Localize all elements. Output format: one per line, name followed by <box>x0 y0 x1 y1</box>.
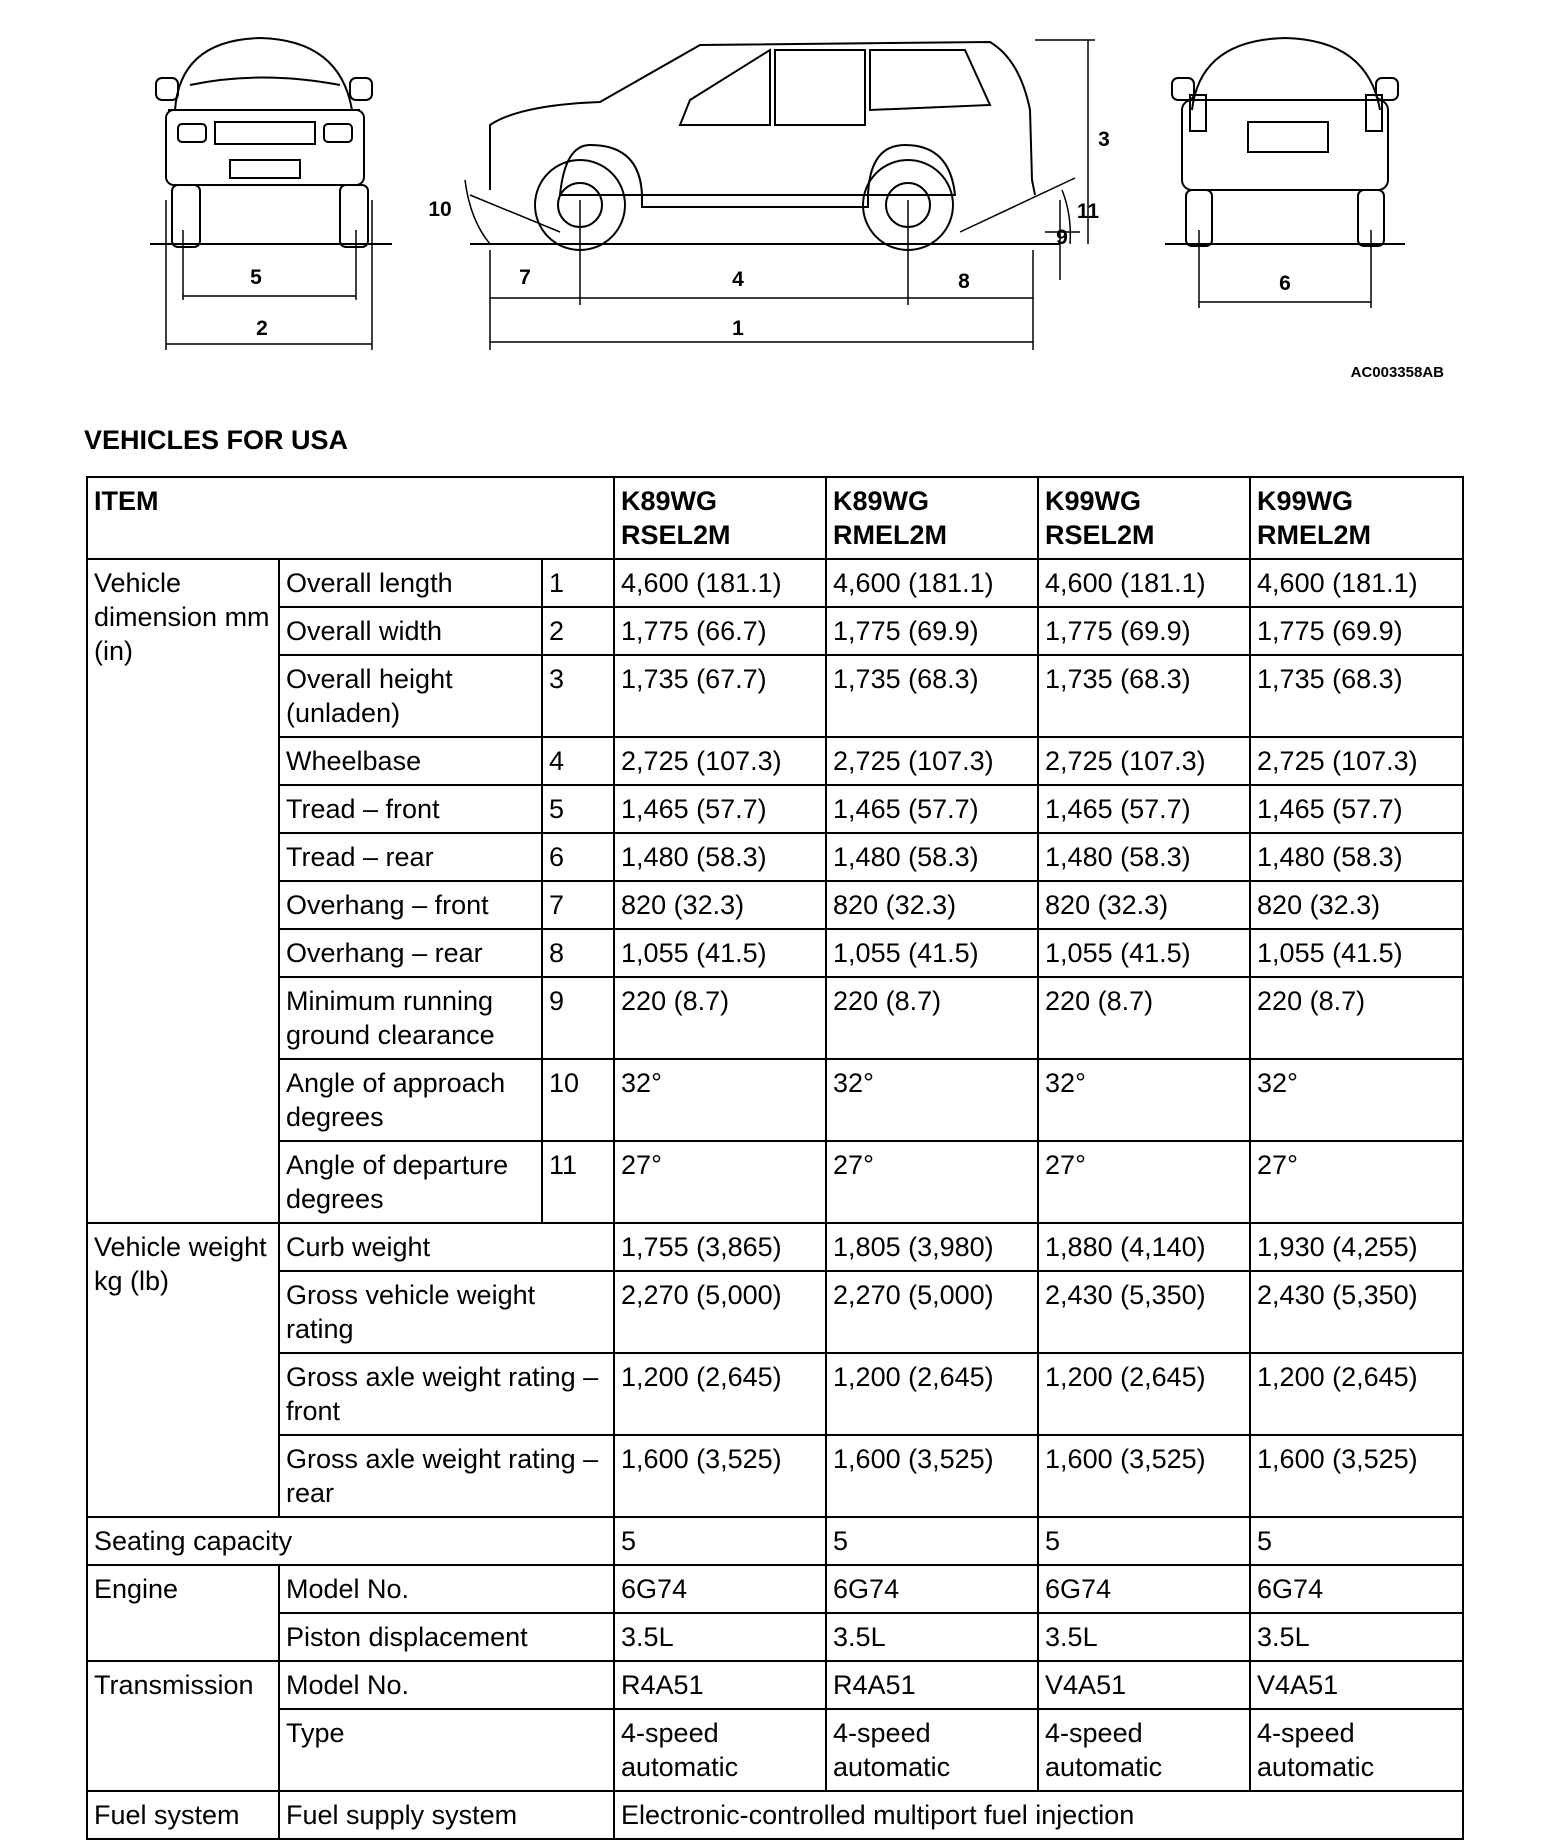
item-number: 8 <box>542 929 614 977</box>
table-row <box>87 1141 1463 1223</box>
value-cell: 1,755 (3,865) <box>614 1223 826 1271</box>
item-number: 3 <box>542 655 614 737</box>
value-cell: 1,600 (3,525) <box>1038 1435 1250 1517</box>
value-cell: 1,055 (41.5) <box>826 929 1038 977</box>
value-cell: R4A51 <box>614 1661 826 1709</box>
value-cell: 1,880 (4,140) <box>1038 1223 1250 1271</box>
value-cell: 1,600 (3,525) <box>614 1435 826 1517</box>
value-cell: 4,600 (181.1) <box>826 559 1038 607</box>
table-row <box>87 881 1463 929</box>
table-row <box>87 833 1463 881</box>
engine-group-label: Engine <box>87 1565 279 1661</box>
item-label: Angle of departure degrees <box>279 1141 542 1223</box>
value-cell: 1,735 (67.7) <box>614 655 826 737</box>
value-cell: 820 (32.3) <box>1038 881 1250 929</box>
item-number: 2 <box>542 607 614 655</box>
value-cell: 6G74 <box>1038 1565 1250 1613</box>
value-cell: 4,600 (181.1) <box>1250 559 1463 607</box>
table-row <box>87 1613 1463 1661</box>
value-cell: 6G74 <box>614 1565 826 1613</box>
value-cell: 1,465 (57.7) <box>1038 785 1250 833</box>
value-cell: 820 (32.3) <box>826 881 1038 929</box>
table-row <box>87 1435 1463 1517</box>
item-label: Model No. <box>279 1661 614 1709</box>
table-header-row <box>87 477 1463 559</box>
table-row <box>87 737 1463 785</box>
value-cell: 4-speed automatic <box>1038 1709 1250 1791</box>
value-cell: 2,430 (5,350) <box>1250 1271 1463 1353</box>
weight-group-label: Vehicle weight kg (lb) <box>87 1223 279 1517</box>
item-label: Wheelbase <box>279 737 542 785</box>
value-cell: 6G74 <box>826 1565 1038 1613</box>
table-row <box>87 1565 1463 1613</box>
dimension-label-4: 4 <box>732 268 744 291</box>
value-cell: 1,480 (58.3) <box>826 833 1038 881</box>
value-cell: 1,775 (66.7) <box>614 607 826 655</box>
table-row <box>87 1709 1463 1791</box>
value-cell: 1,200 (2,645) <box>826 1353 1038 1435</box>
item-label: Overhang – front <box>279 881 542 929</box>
value-cell: 2,270 (5,000) <box>614 1271 826 1353</box>
section-title: VEHICLES FOR USA <box>84 425 349 455</box>
value-cell: 4,600 (181.1) <box>1038 559 1250 607</box>
dimension-label-11: 11 <box>1076 200 1100 223</box>
value-cell: 1,480 (58.3) <box>1038 833 1250 881</box>
dimension-label-10: 10 <box>428 198 452 221</box>
value-cell: 1,735 (68.3) <box>1038 655 1250 737</box>
value-cell: 2,430 (5,350) <box>1038 1271 1250 1353</box>
dimension-label-5: 5 <box>250 266 262 289</box>
item-label: Gross axle weight rating – front <box>279 1353 614 1435</box>
table-row <box>87 785 1463 833</box>
value-cell: R4A51 <box>826 1661 1038 1709</box>
value-cell: 27° <box>1250 1141 1463 1223</box>
value-cell: 1,200 (2,645) <box>1038 1353 1250 1435</box>
value-cell: 1,200 (2,645) <box>614 1353 826 1435</box>
table-row <box>87 1223 1463 1271</box>
value-cell: 1,600 (3,525) <box>826 1435 1038 1517</box>
figure-code: AC003358AB <box>1350 364 1444 381</box>
table-row <box>87 1059 1463 1141</box>
dimension-label-8: 8 <box>958 270 970 293</box>
item-label: Overall width <box>279 607 542 655</box>
value-cell: 220 (8.7) <box>614 977 826 1059</box>
value-cell: 220 (8.7) <box>1038 977 1250 1059</box>
fuel-group-label: Fuel system <box>87 1791 279 1839</box>
value-cell: 2,725 (107.3) <box>826 737 1038 785</box>
value-cell: 27° <box>1038 1141 1250 1223</box>
model-header: K89WG RMEL2M <box>826 477 1038 559</box>
table-row <box>87 929 1463 977</box>
value-cell: 1,805 (3,980) <box>826 1223 1038 1271</box>
value-cell: 1,465 (57.7) <box>826 785 1038 833</box>
value-cell: 5 <box>1250 1517 1463 1565</box>
value-cell: 1,775 (69.9) <box>1250 607 1463 655</box>
item-number: 11 <box>542 1141 614 1223</box>
value-cell: 5 <box>614 1517 826 1565</box>
value-cell: 3.5L <box>614 1613 826 1661</box>
value-cell: 3.5L <box>1038 1613 1250 1661</box>
value-cell: 32° <box>1250 1059 1463 1141</box>
value-cell: 4,600 (181.1) <box>614 559 826 607</box>
item-label: Overall length <box>279 559 542 607</box>
value-cell: 3.5L <box>1250 1613 1463 1661</box>
value-cell: 5 <box>826 1517 1038 1565</box>
value-cell: 2,725 (107.3) <box>1038 737 1250 785</box>
value-cell: 27° <box>826 1141 1038 1223</box>
dimension-label-6: 6 <box>1279 272 1291 295</box>
item-label: Angle of approach degrees <box>279 1059 542 1141</box>
value-cell: 1,930 (4,255) <box>1250 1223 1463 1271</box>
dimension-label-1: 1 <box>732 317 744 340</box>
value-cell: 32° <box>1038 1059 1250 1141</box>
dimension-group-label: Vehicle dimension mm (in) <box>87 559 279 1223</box>
value-cell: 1,055 (41.5) <box>1038 929 1250 977</box>
value-cell: 1,600 (3,525) <box>1250 1435 1463 1517</box>
table-row <box>87 607 1463 655</box>
item-label: Piston displacement <box>279 1613 614 1661</box>
item-number: 6 <box>542 833 614 881</box>
value-cell: V4A51 <box>1038 1661 1250 1709</box>
specifications-table <box>86 476 1464 1840</box>
item-label: Gross axle weight rating – rear <box>279 1435 614 1517</box>
value-cell: 5 <box>1038 1517 1250 1565</box>
front-view-vehicle <box>150 38 392 247</box>
item-label: Curb weight <box>279 1223 614 1271</box>
value-cell: 2,270 (5,000) <box>826 1271 1038 1353</box>
value-cell: 1,735 (68.3) <box>1250 655 1463 737</box>
value-cell: 1,775 (69.9) <box>826 607 1038 655</box>
value-cell: 820 (32.3) <box>1250 881 1463 929</box>
item-label: Gross vehicle weight rating <box>279 1271 614 1353</box>
value-cell: 2,725 (107.3) <box>1250 737 1463 785</box>
dimension-label-9: 9 <box>1056 226 1068 249</box>
item-number: 4 <box>542 737 614 785</box>
item-label: Type <box>279 1709 614 1791</box>
table-row <box>87 977 1463 1059</box>
value-cell: 1,465 (57.7) <box>614 785 826 833</box>
model-header: K89WG RSEL2M <box>614 477 826 559</box>
dimension-label-2: 2 <box>256 317 268 340</box>
model-header: K99WG RMEL2M <box>1250 477 1463 559</box>
model-header: K99WG RSEL2M <box>1038 477 1250 559</box>
transmission-group-label: Transmission <box>87 1661 279 1791</box>
value-cell: V4A51 <box>1250 1661 1463 1709</box>
item-number: 9 <box>542 977 614 1059</box>
value-cell: 1,735 (68.3) <box>826 655 1038 737</box>
value-cell: 220 (8.7) <box>1250 977 1463 1059</box>
value-cell: 2,725 (107.3) <box>614 737 826 785</box>
table-row <box>87 655 1463 737</box>
item-number: 7 <box>542 881 614 929</box>
value-cell: 1,775 (69.9) <box>1038 607 1250 655</box>
item-number: 10 <box>542 1059 614 1141</box>
value-cell: Electronic-controlled multiport fuel injection <box>614 1791 1463 1839</box>
value-cell: 4-speed automatic <box>826 1709 1038 1791</box>
value-cell: 1,055 (41.5) <box>1250 929 1463 977</box>
item-label: Tread – rear <box>279 833 542 881</box>
item-label: Fuel supply system <box>279 1791 614 1839</box>
value-cell: 820 (32.3) <box>614 881 826 929</box>
item-number: 1 <box>542 559 614 607</box>
table-row <box>87 559 1463 607</box>
item-number: 5 <box>542 785 614 833</box>
dimension-label-3: 3 <box>1098 128 1110 151</box>
value-cell: 4-speed automatic <box>614 1709 826 1791</box>
value-cell: 32° <box>826 1059 1038 1141</box>
vehicle-dimension-diagram <box>0 0 1568 400</box>
item-label: Minimum running ground clearance <box>279 977 542 1059</box>
seating-label: Seating capacity <box>87 1517 614 1565</box>
table-row <box>87 1791 1463 1839</box>
table-row <box>87 1271 1463 1353</box>
value-cell: 1,480 (58.3) <box>1250 833 1463 881</box>
item-label: Model No. <box>279 1565 614 1613</box>
value-cell: 1,200 (2,645) <box>1250 1353 1463 1435</box>
item-label: Tread – front <box>279 785 542 833</box>
item-label: Overall height (unladen) <box>279 655 542 737</box>
value-cell: 1,465 (57.7) <box>1250 785 1463 833</box>
side-view-vehicle <box>470 42 1060 250</box>
value-cell: 32° <box>614 1059 826 1141</box>
value-cell: 6G74 <box>1250 1565 1463 1613</box>
item-header: ITEM <box>87 477 614 559</box>
item-label: Overhang – rear <box>279 929 542 977</box>
dimension-label-7: 7 <box>519 266 531 289</box>
rear-view-vehicle <box>1165 38 1405 246</box>
value-cell: 4-speed automatic <box>1250 1709 1463 1791</box>
table-row <box>87 1353 1463 1435</box>
value-cell: 3.5L <box>826 1613 1038 1661</box>
value-cell: 1,480 (58.3) <box>614 833 826 881</box>
table-row <box>87 1517 1463 1565</box>
value-cell: 1,055 (41.5) <box>614 929 826 977</box>
value-cell: 27° <box>614 1141 826 1223</box>
value-cell: 220 (8.7) <box>826 977 1038 1059</box>
table-row <box>87 1661 1463 1709</box>
